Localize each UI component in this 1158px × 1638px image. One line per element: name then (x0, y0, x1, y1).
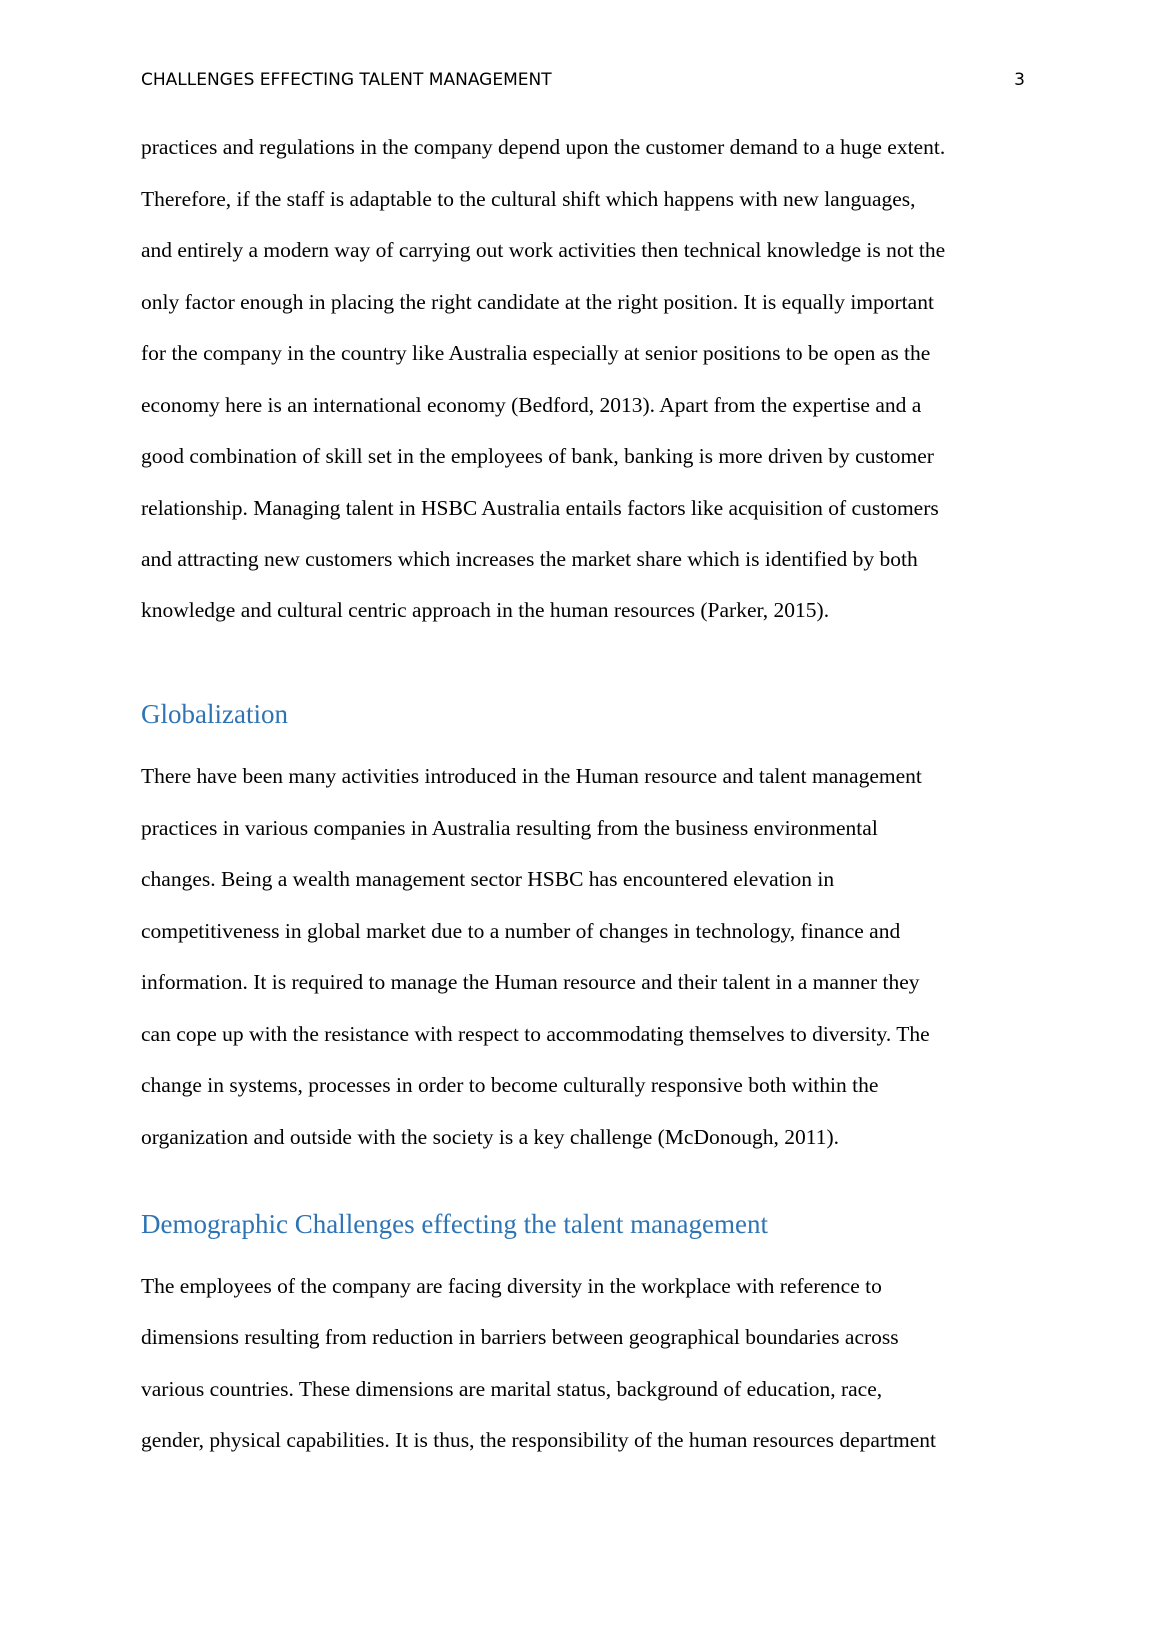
paragraph-line: good combination of skill set in the employees of bank, banking is more driven by customer (141, 444, 934, 468)
paragraph-line: for the company in the country like Australia especially at senior positions to be open as the (141, 341, 931, 365)
running-header (141, 70, 1025, 94)
paragraph-line: organization and outside with the society is a key challenge (McDonough, 2011). (141, 1125, 839, 1149)
section-heading-globalization: Globalization (141, 699, 288, 729)
paragraph-line: practices and regulations in the company depend upon the customer demand to a huge extent. (141, 135, 946, 159)
paragraph-line: competitiveness in global market due to a number of changes in technology, finance and (141, 919, 901, 943)
paragraph-line: gender, physical capabilities. It is thus, the responsibility of the human resources department (141, 1428, 937, 1452)
paragraph-line: information. It is required to manage the Human resource and their talent in a manner they (141, 970, 920, 994)
running-title: CHALLENGES EFFECTING TALENT MANAGEMENT (141, 70, 552, 90)
paragraph-line: can cope up with the resistance with respect to accommodating themselves to diversity. The (141, 1022, 930, 1046)
paragraph-line: The employees of the company are facing diversity in the workplace with reference to (141, 1274, 882, 1298)
paragraph-line: There have been many activities introduced in the Human resource and talent management (141, 764, 922, 788)
paragraph-line: Therefore, if the staff is adaptable to the cultural shift which happens with new languages, (141, 187, 916, 211)
paragraph-line: only factor enough in placing the right candidate at the right position. It is equally important (141, 290, 934, 314)
page-number: 3 (1014, 70, 1025, 90)
paragraph-line: economy here is an international economy (Bedford, 2013). Apart from the expertise and a (141, 393, 922, 417)
paragraph-line: and entirely a modern way of carrying out work activities then technical knowledge is not the (141, 238, 946, 262)
paragraph-line: knowledge and cultural centric approach in the human resources (Parker, 2015). (141, 598, 830, 622)
paragraph-line: relationship. Managing talent in HSBC Australia entails factors like acquisition of customers (141, 496, 939, 520)
paragraph-line: and attracting new customers which increases the market share which is identified by both (141, 547, 918, 571)
section-heading-demographic-challenges: Demographic Challenges effecting the talent management (141, 1209, 769, 1239)
paragraph-line: various countries. These dimensions are marital status, background of education, race, (141, 1377, 883, 1401)
paragraph-line: dimensions resulting from reduction in barriers between geographical boundaries across (141, 1325, 899, 1349)
paragraph-line: practices in various companies in Australia resulting from the business environmental (141, 816, 878, 840)
paragraph-line: change in systems, processes in order to become culturally responsive both within the (141, 1073, 879, 1097)
paragraph-line: changes. Being a wealth management sector HSBC has encountered elevation in (141, 867, 835, 891)
